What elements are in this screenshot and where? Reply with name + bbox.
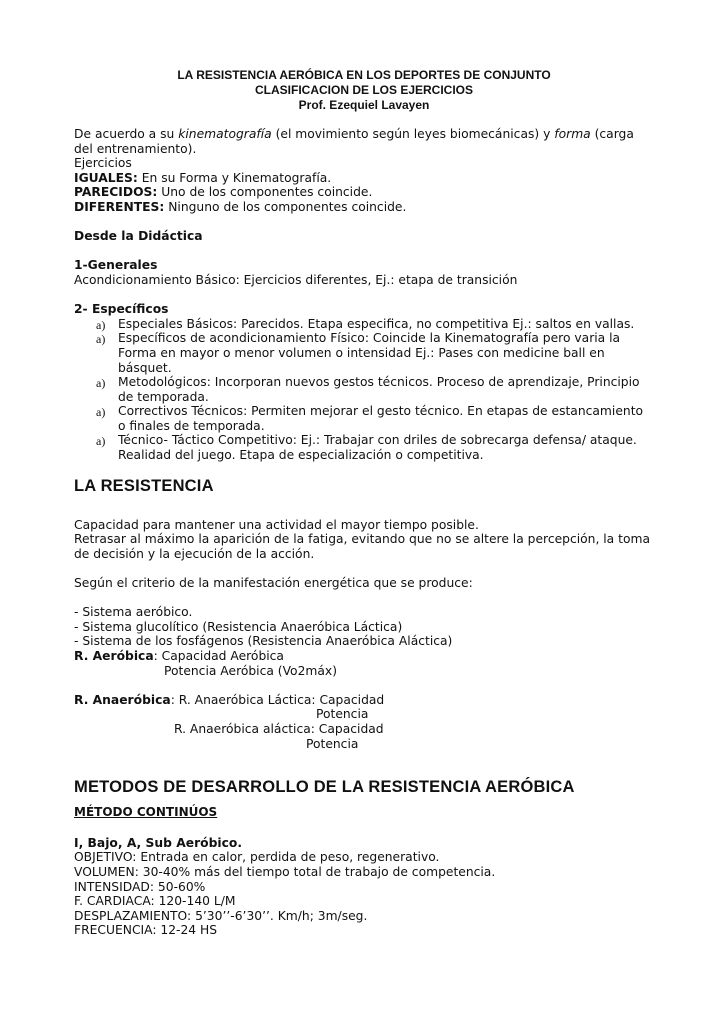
especificos-title: 2- Específicos [74,302,169,317]
parecidos-text: Uno de los componentes coincide. [157,185,373,200]
document-page [74,68,654,938]
sistema-glucolitico: - Sistema glucolítico (Resistencia Anaeróbica Láctica) [74,619,403,634]
metodos-heading: METODOS DE DESARROLLO DE LA RESISTENCIA AERÓBICA [74,778,575,797]
iguales-line [74,171,654,186]
intro-paragraph [74,127,654,156]
criterio-text: Según el criterio de la manifestación energética que se produce: [74,576,473,591]
generales-text: Acondicionamiento Básico: Ejercicios diferentes, Ej.: etapa de transición [74,272,518,287]
list-item-text: Especiales Básicos: Parecidos. Etapa especifica, no competitiva Ej.: saltos en vallas. [118,316,635,331]
diferentes-label: DIFERENTES: [74,199,165,214]
r-aerobica-label: R. Aeróbica [74,649,154,663]
r-anaerobica-lactica: : R. Anaeróbica Láctica: Capacidad [170,692,385,707]
objetivo-line: OBJETIVO: Entrada en calor, perdida de peso, regenerativo. [74,850,440,865]
r-anaerobica-alactica-row [74,722,654,737]
diferentes-line [74,200,654,215]
list-marker: a) [96,317,106,332]
sistema-fosfagenos: - Sistema de los fosfágenos (Resistencia Anaeróbica Aláctica) [74,634,453,649]
frecuencia-line: FRECUENCIA: 12-24 HS [74,923,218,938]
document-author: Prof. Ezequiel Lavayen [298,98,430,112]
parecidos-line [74,185,654,200]
ejercicios-label: Ejercicios [74,156,132,171]
r-aerobica-row [74,649,654,664]
list-item-text: Correctivos Técnicos: Permiten mejorar el gesto técnico. En etapas de estancamiento o finales de temporada. [118,404,644,433]
iguales-label: IGUALES: [74,170,138,185]
r-anaerobica-alactica: R. Anaeróbica aláctica: Capacidad [174,721,384,736]
list-item [74,404,654,433]
r-anaerobica-alactica-potencia-row [74,737,654,752]
volumen-line: VOLUMEN: 30-40% más del tiempo total de trabajo de competencia. [74,864,496,879]
r-anaerobica-lactica-potencia: Potencia [316,707,369,722]
list-item [74,317,654,332]
level-title: I, Bajo, A, Sub Aeróbico. [74,835,243,850]
r-anaerobica-label: R. Anaeróbica [74,692,171,707]
resistencia-definition-2: Retrasar al máximo la aparición de la fatiga, evitando que no se altere la percepción, la toma de decisión y la ejecución de la acción. [74,532,650,561]
diferentes-text: Ninguno de los componentes coincide. [164,199,407,214]
desplazamiento-line: DESPLAZAMIENTO: 5’30’’-6’30’’. Km/h; 3m/seg. [74,908,368,923]
list-marker: a) [96,434,106,449]
didactica-title: Desde la Didáctica [74,229,203,244]
intensidad-line: INTENSIDAD: 50-60% [74,879,206,894]
list-marker: a) [96,376,106,391]
intro-text: (el movimiento según leyes biomecánicas) y [271,127,555,141]
iguales-text: En su Forma y Kinematografía. [137,170,332,185]
r-anaerobica-row [74,693,654,708]
especificos-list [74,317,654,463]
parecidos-label: PARECIDOS: [74,185,158,200]
r-aerobica-potencia-row [74,664,654,679]
metodo-continuo-heading: MÉTODO CONTINÚOS [74,805,218,820]
document-subtitle: CLASIFICACION DE LOS EJERCICIOS [254,83,474,97]
frecuencia-cardiaca-line: F. CARDIACA: 120-140 L/M [74,894,236,909]
list-item-text: Específicos de acondicionamiento Físico: Coincide la Kinematografía pero varia la Forma en mayor o menor volumen o intensidad Ej.: Pases con medicine ball en básquet. [118,331,621,375]
list-marker: a) [96,332,106,347]
generales-title: 1-Generales [74,258,158,273]
r-aerobica-potencia: Potencia Aeróbica (Vo2máx) [164,663,337,678]
intro-text: De acuerdo a su [74,127,179,141]
sistema-aerobico: - Sistema aeróbico. [74,605,193,620]
list-marker: a) [96,405,106,420]
list-item [74,331,654,375]
intro-term-forma: forma [554,127,591,141]
list-item [74,375,654,404]
document-header [74,68,654,113]
document-title: LA RESISTENCIA AERÓBICA EN LOS DEPORTES DE CONJUNTO [177,68,551,82]
intro-text: (carga del entrenamiento). [74,127,634,156]
list-item [74,433,654,462]
resistencia-heading: LA RESISTENCIA [74,476,214,495]
r-anaerobica-lactica-potencia-row [74,707,654,722]
intro-term-kinematografia: kinematografía [178,127,272,141]
resistencia-definition-1: Capacidad para mantener una actividad el mayor tiempo posible. [74,517,479,532]
r-aerobica-capacidad: : Capacidad Aeróbica [153,649,284,663]
r-anaerobica-alactica-potencia: Potencia [306,736,359,751]
list-item-text: Técnico- Táctico Competitivo: Ej.: Trabajar con driles de sobrecarga defensa/ ataque. Realidad del juego. Etapa de especialización o competitiva. [118,433,637,463]
list-item-text: Metodológicos: Incorporan nuevos gestos técnicos. Proceso de aprendizaje, Principio de temporada. [118,375,640,404]
